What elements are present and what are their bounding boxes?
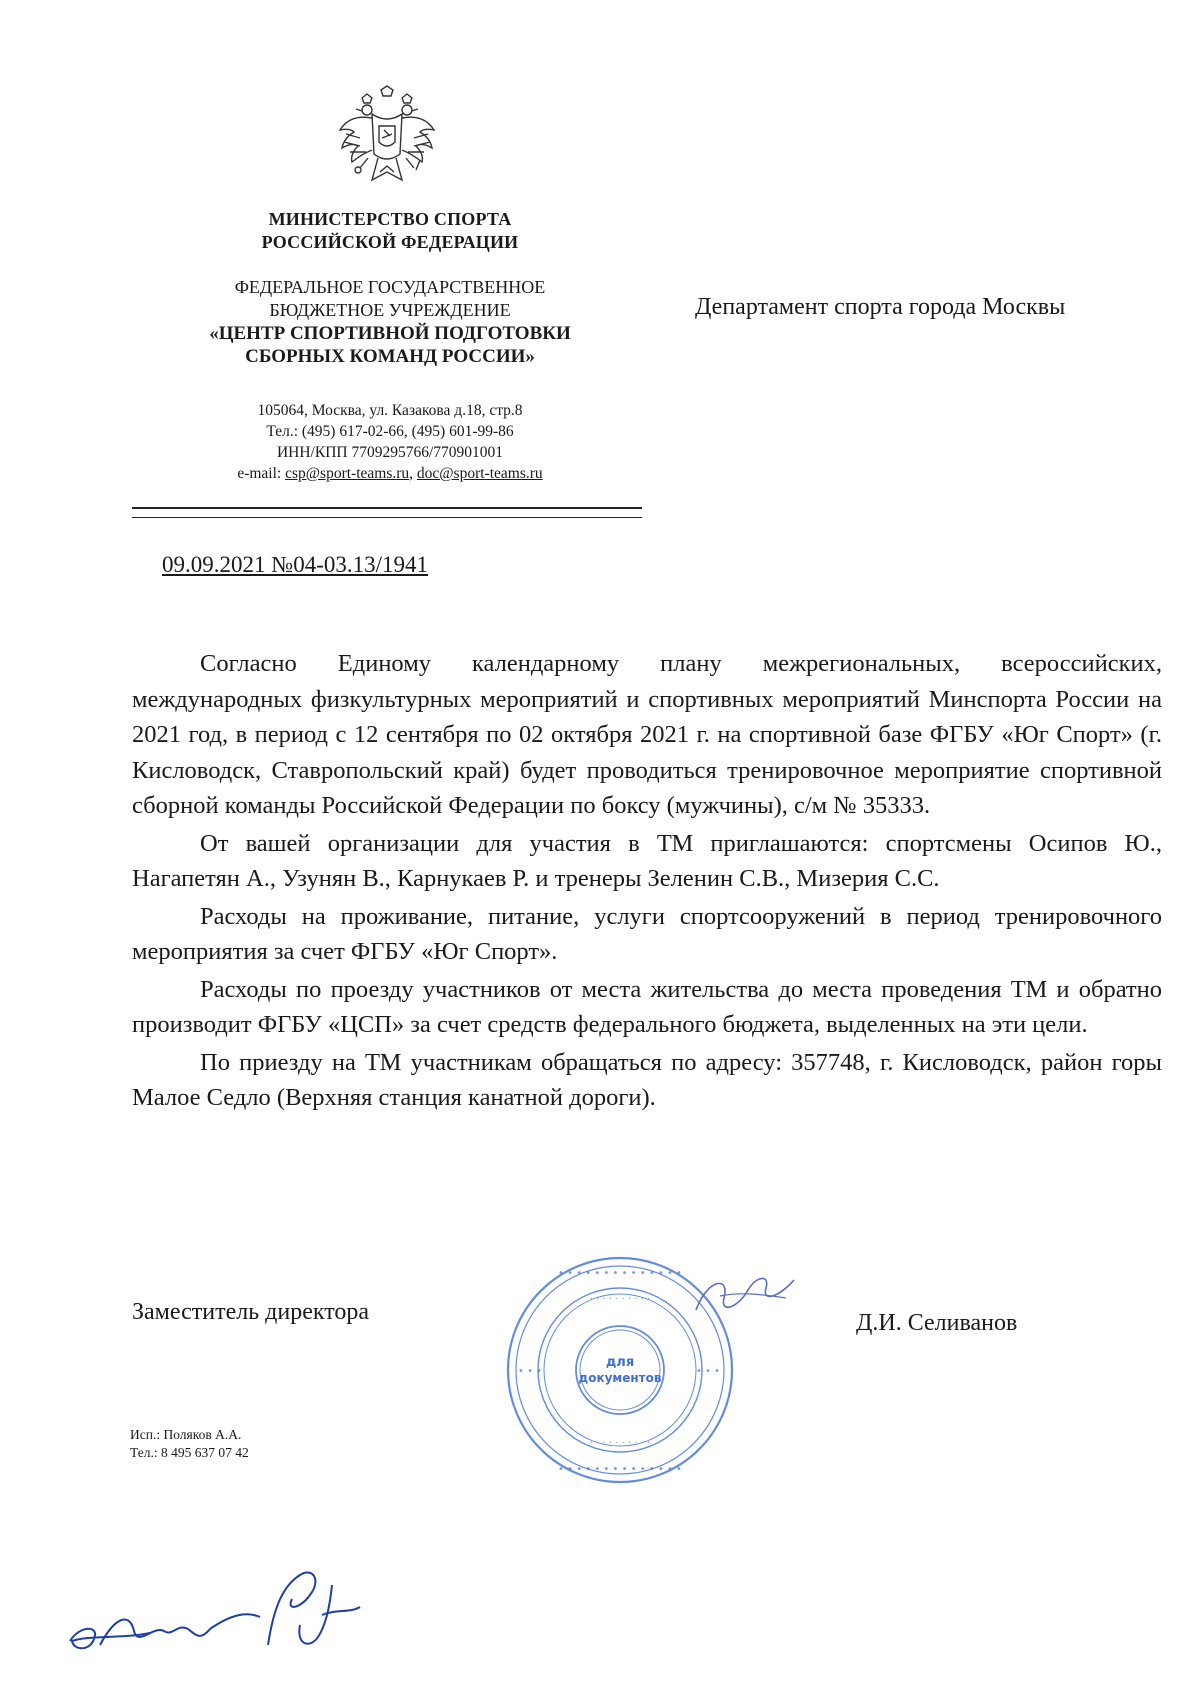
ministry-name (150, 208, 630, 254)
tax-ids: ИНН/КПП 7709295766/770901001 (276, 444, 504, 461)
recipient: Департамент спорта города Москвы (695, 294, 1066, 320)
body-paragraph-1: Согласно Единому календарному плану межрегиональных, всероссийских, международных физкультурных мероприятий и спортивных мероприятий Минспорта России на 2021 год, в период с 12 сентября по 02 октября 2021 г. на спортивной базе ФГБУ «Юг Спорт» (г. Кисловодск, Ставропольский край) будет проводиться тренировочное мероприятие спортивной сборной команды Российской Федерации по боксу (мужчины), с/м № 35333. (132, 650, 1162, 819)
institution-line-1: ФЕДЕРАЛЬНОЕ ГОСУДАРСТВЕННОЕ (234, 277, 546, 297)
contact-block (150, 400, 630, 484)
stamp-text-line-1: для (605, 1355, 635, 1370)
institution-line-2: БЮДЖЕТНОЕ УЧРЕЖДЕНИЕ (269, 300, 511, 320)
stamp-text-line-2: документов (578, 1371, 662, 1385)
signatory-title: Заместитель директора (132, 1299, 370, 1325)
svg-text:· · · · · · · · · ·: · · · · · · · · · · (589, 1438, 651, 1449)
executor-phone: Тел.: 8 495 637 07 42 (130, 1445, 249, 1460)
svg-text:· · · · · · · · · ·: · · · · · · · · · · (589, 1294, 651, 1305)
svg-text:• • • • • • • • • • • • • •: • • • • • • • • • • • • • • (558, 1464, 682, 1475)
ministry-line-1: МИНИСТЕРСТВО СПОРТА (268, 209, 512, 229)
director-signature (690, 1268, 800, 1328)
registration-number: 09.09.2021 №04-03.13/1941 (162, 552, 428, 577)
letter-body (132, 646, 1162, 1118)
executor-name: Исп.: Поляков А.А. (130, 1427, 242, 1442)
svg-text:• • •: • • • (518, 1366, 543, 1377)
phone-numbers: Тел.: (495) 617-02-66, (495) 601-99-86 (266, 423, 514, 440)
body-paragraph-5: По приезду на ТМ участникам обращаться по адресу: 357748, г. Кисловодск, район горы Малое Седло (Верхняя станция канатной дороги). (132, 1048, 1162, 1111)
institution-line-4: СБОРНЫХ КОМАНД РОССИИ» (245, 346, 535, 367)
email-link-doc[interactable]: doc@sport-teams.ru (416, 465, 543, 482)
handwritten-signature (60, 1555, 370, 1665)
svg-text:• • • • • • • • • • • • • •: • • • • • • • • • • • • • • (558, 1268, 682, 1279)
email-separator: , (409, 465, 417, 482)
signatory-name: Д.И. Селиванов (856, 1310, 1018, 1336)
header-divider-thick (132, 507, 642, 509)
svg-text:• • •: • • • (696, 1366, 721, 1377)
institution-name (150, 276, 630, 368)
ministry-line-2: РОССИЙСКОЙ ФЕДЕРАЦИИ (261, 232, 519, 252)
double-headed-eagle-icon (332, 84, 442, 194)
email-label: e-mail: (237, 465, 286, 482)
institution-line-3: «ЦЕНТР СПОРТИВНОЙ ПОДГОТОВКИ (209, 323, 571, 344)
body-paragraph-2: От вашей организации для участия в ТМ приглашаются: спортсмены Осипов Ю., Нагапетян А., Узунян В., Карнукаев Р. и тренеры Зеленин С.В., Мизерия С.С. (132, 829, 1162, 892)
postal-address: 105064, Москва, ул. Казакова д.18, стр.8 (257, 402, 523, 419)
email-line (150, 463, 630, 484)
email-link-csp[interactable]: csp@sport-teams.ru (285, 465, 410, 482)
executor-info (130, 1426, 249, 1462)
body-paragraph-3: Расходы на проживание, питание, услуги спортсооружений в период тренировочного мероприятия за счет ФГБУ «Юг Спорт». (132, 902, 1162, 965)
header-divider-thin (132, 517, 642, 518)
body-paragraph-4: Расходы по проезду участников от места жительства до места проведения ТМ и обратно производит ФГБУ «ЦСП» за счет средств федерального бюджета, выделенных на эти цели. (132, 975, 1162, 1038)
